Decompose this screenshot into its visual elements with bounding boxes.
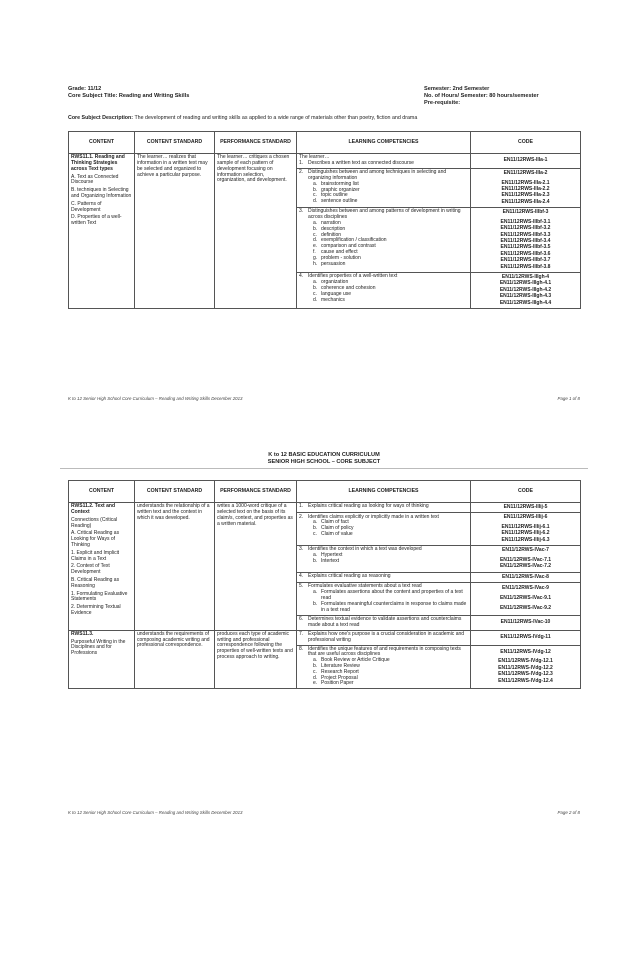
sub-letter: d.: [313, 296, 318, 303]
core-subject-banner: SENIOR HIGH SCHOOL – CORE SUBJECT: [267, 459, 381, 465]
grade-label: Grade: 11/12: [68, 86, 102, 92]
competency-cell: [297, 630, 471, 645]
sub-letter: b.: [313, 225, 318, 232]
competency-number: 2.: [299, 513, 304, 520]
table-row: [69, 503, 581, 513]
competency-code: EN11/12RWS-IIIgh-4.2: [499, 286, 552, 293]
description-label: Core Subject Description:: [68, 115, 134, 121]
competency-code: EN11/12RWS-IIIa-2.2: [501, 185, 550, 192]
code-cell: [471, 645, 581, 689]
sub-letter: d.: [313, 198, 318, 205]
sub-text: cause and effect: [321, 249, 358, 256]
sub-letter: g.: [313, 254, 318, 261]
competency-code: EN11/12RWS-IVdg-11: [500, 633, 551, 640]
sub-text: Project Proposal: [321, 674, 358, 681]
document-page-1: [60, 78, 588, 408]
competency-cell: [297, 645, 471, 689]
competency-number: 4.: [299, 573, 304, 580]
competency-code: EN11/12RWS-IIIbf-3.5: [500, 244, 551, 251]
curriculum-table-1: [68, 131, 581, 309]
competency-text: Determines textual evidence to validate assertions and counterclaims made about a text read: [308, 615, 462, 628]
page-footer: [68, 396, 580, 401]
competency-text: Identifies claims explicitly or implicitly made in a written text: [308, 513, 439, 520]
content-item: Purposeful Writing in the Disciplines and for Professions: [71, 638, 126, 657]
competency-number: 6.: [299, 615, 304, 622]
competency-item: [299, 170, 468, 182]
competency-code: EN11/12RWS-IVdg-12.4: [498, 677, 553, 684]
sub-letter: b.: [313, 186, 318, 193]
sub-letter: a.: [313, 220, 318, 227]
header-code: CODE: [471, 481, 581, 503]
competency-cell: [297, 572, 471, 582]
competency-code: EN11/12RWS-IIIbf-3.8: [500, 263, 551, 270]
sub-text: Position Paper: [321, 680, 354, 687]
competency-text: Identifies properties of a well-written text: [308, 273, 398, 280]
sub-letter: b.: [313, 525, 318, 532]
competency-cell: [297, 583, 471, 615]
content-item: 2. Context of Text Development: [71, 563, 110, 576]
header-content-standard: CONTENT STANDARD: [135, 132, 215, 154]
competency-code: EN11/12RWS-IIIgh-4.3: [499, 293, 552, 300]
content-item: D. Properties of a well-written Text: [71, 214, 122, 227]
sub-letter: a.: [313, 279, 318, 286]
sub-letter: b.: [313, 663, 318, 670]
competency-number: 1.: [299, 159, 304, 166]
sub-letter: e.: [313, 680, 318, 687]
sub-competency-list: [313, 221, 468, 267]
sub-letter: e.: [313, 243, 318, 250]
sub-competency-list: [313, 590, 468, 613]
code-cell: [471, 503, 581, 513]
sub-letter: a.: [313, 589, 318, 596]
competency-text: Explains critical reading as reasoning: [308, 573, 391, 580]
sub-letter: a.: [313, 519, 318, 526]
sub-letter: f.: [313, 249, 316, 256]
sub-text: mechanics: [321, 296, 345, 303]
semester-label: Semester: 2nd Semester: [424, 86, 490, 92]
content-title: RWS11.2. Text and Context: [71, 503, 115, 515]
prerequisite-label: Pre-requisite:: [424, 100, 461, 106]
sub-letter: a.: [313, 552, 318, 559]
competency-code: EN11/12RWS-IIIbf-3.2: [500, 225, 551, 232]
code-cell: [471, 168, 581, 207]
sub-competency: [313, 681, 468, 687]
content-standard-cell: The learner… realizes that information in a written text may be selected and organized to achieve a particular purpose.: [135, 154, 215, 309]
competency-cell: [297, 546, 471, 573]
content-standard-cell: understands the requirements of composing academic writing and professional correspondence.: [135, 630, 215, 689]
sub-letter: d.: [313, 674, 318, 681]
curriculum-table-2: [68, 480, 581, 689]
competency-number: 8.: [299, 645, 304, 652]
competency-code: EN11/12RWS-IVac-7.1: [499, 556, 552, 563]
competency-code: EN11/12RWS-IIIbf-3.6: [500, 250, 551, 257]
competency-code: EN11/12RWS-IIIgh-4.1: [499, 280, 552, 287]
content-cell: [69, 503, 135, 631]
content-title: RWS11.1. Reading and Thinking Strategies across Text types: [71, 154, 125, 172]
content-item: 2. Determining Textual Evidence: [71, 604, 121, 616]
sub-text: Claim of value: [321, 530, 353, 537]
sub-text: Claim of fact: [321, 519, 349, 526]
competency-cell: [297, 615, 471, 630]
competency-code: EN11/12RWS-IVac-9: [502, 585, 549, 592]
competency-code: EN11/12RWS-IVac-7.2: [499, 563, 552, 570]
header-content-standard: CONTENT STANDARD: [135, 481, 215, 503]
content-standard-cell: understands the relationship of a written text and the context in which it was developed.: [135, 503, 215, 631]
code-cell: [471, 208, 581, 273]
competency-number: 4.: [299, 273, 304, 280]
competency-code: EN11/12RWS-IIIbf-3.3: [500, 231, 551, 238]
sub-text: Hypertext: [321, 552, 343, 559]
table-row: [69, 630, 581, 645]
competency-cell: [297, 503, 471, 513]
sub-competency-list: [313, 553, 468, 565]
sub-letter: c.: [313, 668, 317, 675]
competency-intro: The learner…: [299, 154, 330, 161]
page-number: Page 1 of 8: [557, 396, 580, 401]
competency-code: EN11/12RWS-IIIij-6: [503, 514, 548, 521]
description-text: The development of reading and writing skills as applied to a wide range of materials other than poetry, fiction and drama: [134, 115, 418, 121]
sub-letter: c.: [313, 290, 317, 297]
competency-item: [299, 161, 468, 167]
competency-cell: [297, 513, 471, 546]
sub-letter: a.: [313, 180, 318, 187]
competency-text: Describes a written text as connected discourse: [308, 159, 414, 166]
sub-text: problem - solution: [321, 254, 361, 261]
content-item: B. techniques in Selecting and Organizing Information: [71, 187, 132, 199]
sub-text: graphic organizer: [321, 186, 360, 193]
sub-competency-list: [313, 658, 468, 687]
sub-text: topic outline: [321, 192, 348, 199]
sub-text: Formulates meaningful counterclaims in response to claims made in a text read: [321, 600, 467, 613]
sub-competency: [313, 602, 468, 614]
code-cell: [471, 630, 581, 645]
competency-code: EN11/12RWS-IIIa-2.3: [501, 192, 550, 199]
competency-code: EN11/12RWS-IIIgh-4: [501, 273, 550, 280]
performance-standard-cell: The learner… critiques a chosen sample of each pattern of development focusing on information selection, organization, and development.: [215, 154, 297, 309]
sub-competency: [313, 199, 468, 205]
competency-item: [299, 617, 468, 629]
code-cell: [471, 583, 581, 615]
performance-standard-cell: produces each type of academic writing and professional correspondence following the properties of well-written texts and process approach to writing.: [215, 630, 297, 689]
competency-code: EN11/12RWS-IIIbf-3: [502, 209, 549, 216]
competency-code: EN11/12RWS-IIIbf-3.7: [500, 257, 551, 264]
sub-text: comparison and contrast: [321, 243, 376, 250]
competency-number: 1.: [299, 503, 304, 510]
competency-text: Distinguishes between and among patterns of development in writing across disciplines: [308, 208, 461, 221]
sub-competency-list: [313, 520, 468, 537]
header-content: CONTENT: [69, 132, 135, 154]
sub-text: definition: [321, 231, 342, 238]
content-title: RWS11.3.: [71, 630, 94, 637]
competency-code: EN11/12RWS-IIIa-2.4: [501, 198, 550, 205]
competency-code: EN11/12RWS-IIIij-5: [503, 503, 548, 510]
competency-text: Explains how one's purpose is a crucial consideration in academic and professional writing: [308, 630, 465, 643]
competency-code: EN11/12RWS-IVac-8: [502, 573, 549, 580]
code-cell: [471, 572, 581, 582]
header-code: CODE: [471, 132, 581, 154]
sub-letter: b.: [313, 284, 318, 291]
page-number: Page 2 of 8: [557, 810, 580, 815]
sub-letter: a.: [313, 657, 318, 664]
content-item: C. Patterns of Development: [71, 200, 102, 213]
sub-text: sentence outline: [321, 198, 358, 205]
sub-letter: c.: [313, 231, 317, 238]
code-cell: [471, 615, 581, 630]
sub-text: organization: [321, 279, 349, 286]
table-row: [69, 154, 581, 169]
competency-code: EN11/12RWS-IVdg-12.3: [498, 671, 553, 678]
sub-text: coherence and cohesion: [321, 284, 376, 291]
page-footer: [68, 810, 580, 815]
subject-description: [68, 115, 588, 121]
header-content: CONTENT: [69, 481, 135, 503]
sub-text: description: [321, 225, 346, 232]
content-item: 1. Explicit and Implicit Claims in a Text: [71, 549, 120, 562]
competency-text: Identifies the context in which a text was developed: [308, 546, 422, 553]
code-cell: [471, 154, 581, 169]
competency-code: EN11/12RWS-IIIa-1: [503, 157, 548, 164]
header-competencies: LEARNING COMPETENCIES: [297, 132, 471, 154]
header-divider: [60, 468, 588, 469]
sub-text: Literature Review: [321, 663, 360, 670]
competency-code: EN11/12RWS-IVdg-12: [500, 648, 551, 655]
performance-standard-cell: writes a 1000-word critique of a selected text on the basis of its claim/s, context, and properties as a written material.: [215, 503, 297, 631]
competency-item: [299, 632, 468, 644]
competency-number: 3.: [299, 208, 304, 215]
header-performance-standard: PERFORMANCE STANDARD: [215, 481, 297, 503]
header-competencies: LEARNING COMPETENCIES: [297, 481, 471, 503]
competency-code: EN11/12RWS-IVac-9.1: [499, 594, 552, 601]
competency-item: [299, 504, 468, 510]
competency-code: EN11/12RWS-IIIa-2.1: [501, 179, 550, 186]
code-cell: [471, 513, 581, 546]
competency-code: EN11/12RWS-IIIij-6.3: [501, 536, 550, 543]
document-page-2: [60, 450, 588, 822]
competency-code: EN11/12RWS-IIIa-2: [503, 169, 548, 176]
sub-letter: h.: [313, 260, 318, 267]
sub-text: Claim of policy: [321, 525, 354, 532]
content-cell: [69, 630, 135, 689]
content-item: A. Critical Reading as Looking for Ways of Thinking: [71, 530, 120, 548]
footer-text: K to 12 Senior High School Core Curriculum – Reading and Writing Skills December 2013: [68, 810, 243, 815]
competency-code: EN11/12RWS-IIIij-6.1: [501, 523, 550, 530]
footer-text: K to 12 Senior High School Core Curriculum – Reading and Writing Skills December 2013: [68, 396, 243, 401]
content-cell: [69, 154, 135, 309]
competency-item: [299, 574, 468, 580]
header-performance-standard: PERFORMANCE STANDARD: [215, 132, 297, 154]
sub-letter: c.: [313, 530, 317, 537]
sub-text: Research Report: [321, 668, 359, 675]
sub-text: persuasion: [321, 260, 346, 267]
sub-competency-list: [313, 280, 468, 303]
hours-label: No. of Hours/ Semester: 80 hours/semester: [424, 93, 539, 99]
competency-cell: [297, 273, 471, 309]
sub-letter: b.: [313, 600, 318, 607]
competency-text: Explains critical reading as looking for ways of thinking: [308, 503, 429, 510]
competency-number: 2.: [299, 169, 304, 176]
competency-text: Identifies the unique features of and requirements in composing texts that are useful across disciplines: [308, 645, 461, 658]
code-cell: [471, 273, 581, 309]
sub-letter: c.: [313, 192, 317, 199]
sub-competency: [313, 559, 468, 565]
sub-text: brainstorming list: [321, 180, 359, 187]
competency-cell: [297, 154, 471, 169]
sub-letter: b.: [313, 558, 318, 565]
competency-code: EN11/12RWS-IIIgh-4.4: [499, 299, 552, 306]
competency-cell: [297, 208, 471, 273]
subject-title: Core Subject Title: Reading and Writing Skills: [68, 93, 190, 99]
sub-text: Book Review or Article Critique: [321, 657, 390, 664]
competency-number: 5.: [299, 583, 304, 590]
sub-competency: [313, 262, 468, 268]
competency-code: EN11/12RWS-IIIij-6.2: [501, 530, 550, 537]
competency-code: EN11/12RWS-IVac-10: [500, 618, 551, 625]
sub-text: exemplification / classification: [321, 237, 387, 244]
competency-number: 7.: [299, 630, 304, 637]
competency-number: 3.: [299, 546, 304, 553]
content-item: B. Critical Reading as Reasoning: [71, 576, 120, 589]
competency-code: EN11/12RWS-IIIbf-3.1: [500, 218, 551, 225]
sub-text: Formulates assertions about the content and properties of a text read: [321, 589, 463, 601]
sub-text: Intertext: [321, 558, 340, 565]
code-cell: [471, 546, 581, 573]
content-item: 1. Formulating Evaluative Statements: [71, 590, 128, 603]
sub-competency: [313, 298, 468, 304]
sub-text: narration: [321, 220, 341, 227]
competency-code: EN11/12RWS-IVdg-12.2: [498, 664, 553, 671]
page-header: [60, 78, 588, 106]
curriculum-banner: K to 12 BASIC EDUCATION CURRICULUM: [268, 452, 380, 458]
sub-text: language use: [321, 290, 352, 297]
content-item: Connections (Critical Reading): [71, 516, 118, 529]
sub-letter: d.: [313, 237, 318, 244]
sub-competency: [313, 532, 468, 538]
competency-text: Formulates evaluative statements about a text read: [308, 583, 422, 590]
competency-text: Distinguishes between and among techniques in selecting and organizing information: [308, 169, 447, 181]
sub-competency-list: [313, 182, 468, 205]
content-item: A. Text as Connected Discourse: [71, 173, 119, 186]
competency-code: EN11/12RWS-IVac-9.2: [499, 604, 552, 611]
competency-cell: [297, 168, 471, 207]
competency-code: EN11/12RWS-IVac-7: [502, 547, 549, 554]
competency-code: EN11/12RWS-IVdg-12.1: [498, 658, 553, 665]
competency-code: EN11/12RWS-IIIbf-3.4: [500, 238, 551, 245]
